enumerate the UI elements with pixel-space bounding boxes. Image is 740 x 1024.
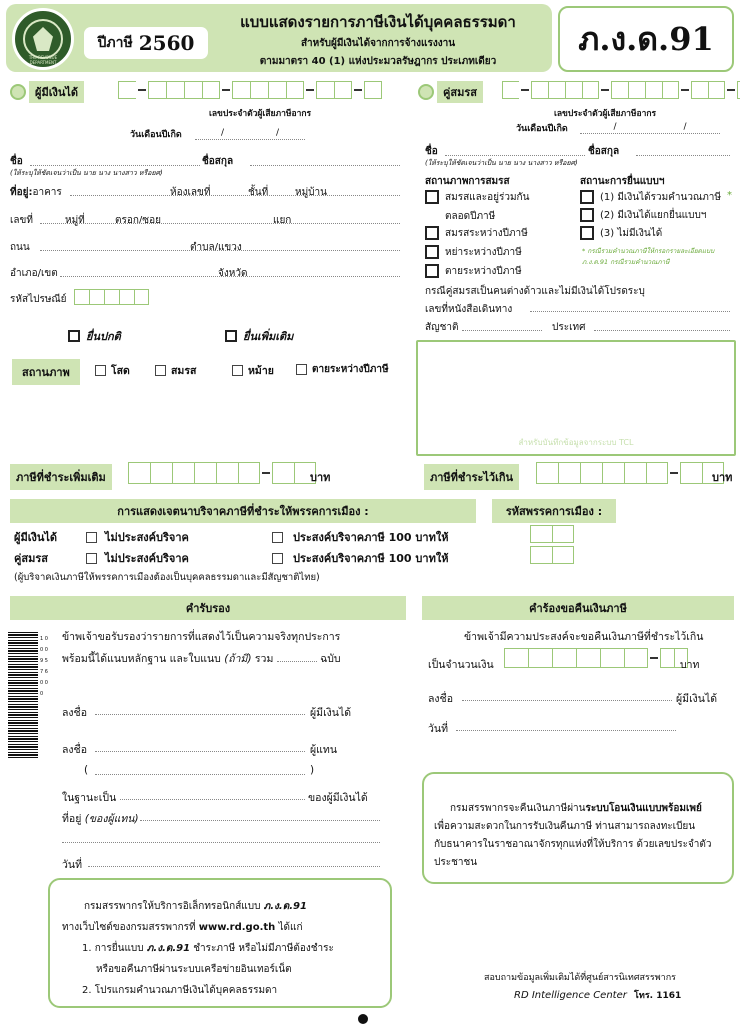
filing-option-3-label: (3) ไม่มีเงินได้ (600, 228, 663, 239)
refund-sign-label: ลงชื่อ (428, 693, 453, 705)
additional-tax-input[interactable] (128, 462, 316, 484)
status-widowed-label: หม้าย (248, 365, 274, 377)
promptpay-line3: กับธนาคารในราชอาณาจักรทุกแห่งที่ให้บริการ ด้วยเลขประจำตัว (434, 839, 712, 850)
party-spouse-no-label: ไม่ประสงค์บริจาค (105, 552, 189, 565)
registration-dot (358, 1014, 368, 1024)
cert-pages-input[interactable] (277, 661, 317, 662)
filing-option-2-checkbox[interactable] (580, 208, 594, 222)
refund-heading: คำร้องขอคืนเงินภาษี (422, 596, 734, 620)
nationality-label: สัญชาติ (425, 322, 459, 333)
floor-label: ชั้นที่ (248, 187, 269, 198)
taxpayer-dob-label: วันเดือนปีเกิด (130, 130, 182, 140)
taxpayer-surname-label: ชื่อสกุล (202, 156, 234, 167)
spouse-heading-label: คู่สมรส (437, 81, 483, 103)
normal-filing-label: ยื่นปกติ (86, 330, 121, 343)
normal-filing-option[interactable] (68, 327, 121, 345)
filing-option-1-checkbox[interactable] (580, 190, 594, 204)
promptpay-line1a: กรมสรรพากรจะคืนเงินภาษีผ่าน (450, 803, 586, 814)
additional-filing-checkbox[interactable] (225, 330, 237, 342)
eservice-info-box (48, 878, 392, 1008)
taxpayer-address-row2 (10, 213, 405, 228)
form-code: ภ.ง.ด.91 (558, 6, 734, 72)
eservice-item1b: ภ.ง.ด.91 (146, 943, 191, 954)
cert-agent-address-note: (ของผู้แทน) (84, 813, 139, 825)
taxpayer-name-label: ชื่อ (10, 156, 23, 167)
cert-text-1: ข้าพเจ้าขอรับรองว่ารายการที่แสดงไว้เป็นความจริงทุกประการ (62, 631, 341, 643)
marital-divorced-checkbox[interactable] (425, 245, 439, 259)
barcode (8, 632, 38, 758)
cert-as-label: ในฐานะเป็น (62, 792, 117, 804)
taxpayer-name-input[interactable] (30, 156, 200, 166)
passport-input[interactable] (530, 311, 730, 312)
status-label: สถานภาพ (12, 359, 80, 385)
moo-label: หมู่ที่ (65, 215, 85, 226)
country-label: ประเทศ (552, 322, 586, 333)
filing-heading: สถานะการยื่นแบบฯ (580, 176, 665, 187)
status-deceased-checkbox[interactable] (296, 364, 307, 375)
cert-agent-label: ผู้แทน (310, 744, 338, 756)
certification-heading: คำรับรอง (10, 596, 406, 620)
status-option-single[interactable] (95, 362, 130, 379)
postcode-input[interactable] (74, 289, 149, 305)
address-row1-input[interactable] (70, 195, 400, 196)
cert-close-paren: ) (310, 764, 315, 776)
refund-sign-input[interactable] (462, 700, 672, 701)
promptpay-line1b: ระบบโอนเงินแบบพร้อมเพย์ (585, 803, 702, 814)
refund-date-label: วันที่ (428, 723, 448, 735)
party-spouse-label: คู่สมรส (14, 552, 48, 565)
soi-label: ตรอก/ซอย (115, 215, 161, 226)
form-subtitle-1: สำหรับผู้มีเงินได้จากการจ้างแรงงาน (300, 38, 456, 49)
overpaid-tax-baht: บาท (712, 471, 733, 484)
cert-agent-address (62, 810, 139, 827)
marital-option-together[interactable] (425, 190, 529, 224)
party-code-taxpayer-input[interactable] (530, 525, 574, 543)
junction-label: แยก (273, 215, 292, 226)
status-option-widowed[interactable] (232, 362, 274, 379)
promptpay-info-box (422, 772, 734, 884)
additional-tax-baht: บาท (310, 471, 331, 484)
marital-together-label-2: ตลอดปีภาษี (445, 211, 496, 222)
status-option-married[interactable] (155, 362, 196, 379)
nationality-input[interactable] (462, 330, 542, 331)
overpaid-tax-label: ภาษีที่ชำระไว้เกิน (424, 464, 519, 490)
passport-label: เลขที่หนังสือเดินทาง (425, 304, 513, 315)
status-single-checkbox[interactable] (95, 365, 106, 376)
party-footnote: (ผู้บริจาคเงินภาษีให้พรรคการเมืองต้องเป็นบุคคลธรรมดาและมีสัญชาติไทย) (14, 572, 320, 583)
marital-together-label: สมรสและอยู่ร่วมกัน (445, 192, 530, 203)
cert-date-label: วันที่ (62, 859, 82, 871)
spouse-name-note: (ให้ระบุให้ชัดเจนว่าเป็น นาย นาง นางสาว หรือยศ) (425, 159, 578, 167)
eservice-url-link[interactable]: www.rd.go.th (198, 922, 276, 933)
footer-contact: สอบถามข้อมูลเพิ่มเติมได้ที่ศูนย์สารนิเทศสรรพากร (484, 973, 676, 983)
additional-filing-option[interactable] (225, 327, 293, 345)
tax-year-box (84, 27, 208, 59)
cert-date-input[interactable] (88, 866, 380, 867)
party-taxpayer-yes[interactable] (272, 528, 448, 546)
marital-deceased-checkbox[interactable] (425, 264, 439, 278)
party-taxpayer-label: ผู้มีเงินได้ (14, 531, 58, 544)
foreign-spouse-note: กรณีคู่สมรสเป็นคนต่างด้าวและไม่มีเงินได้โปรดระบุ (425, 286, 645, 297)
eservice-line1b: ภ.ง.ด.91 (263, 901, 307, 912)
spouse-name-input[interactable] (445, 146, 585, 156)
cert-sign-label: ลงชื่อ (62, 707, 87, 719)
promptpay-line4: ประชาชน (434, 857, 478, 868)
eservice-item1a: 1. การยื่นแบบ (82, 943, 144, 954)
address-label: ที่อยู่: (10, 187, 33, 198)
spouse-surname-input[interactable] (636, 146, 730, 156)
address-row3-input[interactable] (40, 250, 400, 251)
taxpayer-dob-input[interactable]: / / (195, 128, 305, 140)
spouse-id-label: เลขประจำตัวผู้เสียภาษีอากร (553, 109, 657, 119)
section-bullet-icon (10, 84, 26, 100)
party-taxpayer-yes-label: ประสงค์บริจาคภาษี 100 บาทให้ (293, 531, 449, 544)
status-married-label: สมรส (171, 365, 197, 377)
eservice-item2: 2. โปรแกรมคำนวณภาษีเงินได้บุคคลธรรมดา (82, 985, 278, 996)
taxpayer-address-row3 (10, 240, 405, 255)
status-married-checkbox[interactable] (155, 365, 166, 376)
taxpayer-address-row4 (10, 266, 405, 281)
taxpayer-surname-input[interactable] (250, 156, 400, 166)
room-label: ห้องเลขที่ (170, 187, 211, 198)
footer-center-name: RD Intelligence Center (514, 990, 627, 1001)
additional-filing-label: ยื่นเพิ่มเติม (243, 330, 294, 343)
footer-center (514, 988, 681, 1002)
refund-sign-taxpayer: ผู้มีเงินได้ (676, 693, 718, 705)
marital-divorced-label: หย่าระหว่างปีภาษี (445, 247, 522, 258)
spouse-dob-label: วันเดือนปีเกิด (516, 124, 568, 134)
form-title: แบบแสดงรายการภาษีเงินได้บุคคลธรรมดา (240, 13, 516, 31)
taxpayer-heading (10, 81, 84, 103)
filing-option-1-label: (1) มีเงินได้รวมคำนวณภาษี (600, 192, 722, 203)
refund-text: ข้าพเจ้ามีความประสงค์จะขอคืนเงินภาษีที่ชำระไว้เกิน (464, 631, 704, 643)
eservice-line2a: ทางเว็บไซต์ของกรมสรรพากรที่ (62, 922, 196, 933)
taxpayer-heading-label: ผู้มีเงินได้ (29, 81, 84, 103)
refund-amount-label: เป็นจำนวนเงิน (428, 659, 494, 671)
party-taxpayer-no-checkbox[interactable] (86, 532, 97, 543)
cert-sign-taxpayer: ผู้มีเงินได้ (310, 707, 352, 719)
village-label: หมู่บ้าน (295, 187, 327, 198)
cert-sign-input[interactable] (95, 714, 305, 715)
taxpayer-name-note: (ให้ระบุให้ชัดเจนว่าเป็น นาย นาง นางสาว หรือยศ) (10, 169, 163, 177)
rd-logo (12, 8, 74, 70)
taxpayer-id-input[interactable] (118, 81, 382, 99)
tax-year-label: ปีภาษี (97, 35, 133, 51)
cert-agent-sign-input[interactable] (95, 751, 305, 752)
filing-option-2[interactable] (580, 208, 706, 223)
house-no-label: เลขที่ (10, 215, 33, 226)
form-subtitle-2: ตามมาตรา 40 (1) แห่งประมวลรัษฎากร ประเภทเดียว (259, 56, 497, 67)
eservice-line2c: ได้แก่ (278, 922, 303, 933)
cert-of-taxpayer: ของผู้มีเงินได้ (308, 792, 368, 804)
building-label: อาคาร (32, 187, 62, 198)
marital-married-during-label: สมรสระหว่างปีภาษี (445, 228, 528, 239)
filing-option-3[interactable] (580, 226, 662, 241)
spouse-surname-label: ชื่อสกุล (588, 146, 620, 157)
status-option-deceased[interactable] (296, 362, 389, 377)
status-single-label: โสด (111, 365, 130, 377)
filing-note: * กรณีรวมคำนวณภาษีให้กรอกรายละเอียดแบบ ภ.ง.ด.91 กรณีรวมคำนวณภาษี (582, 247, 715, 266)
eservice-item1c: ชำระภาษี หรือไม่มีภาษีต้องชำระ (193, 943, 334, 954)
eservice-item1d: หรือขอคืนภาษีผ่านระบบเครือข่ายอินเทอร์เน็ต (96, 964, 292, 975)
cert-attach-label: พร้อมนี้ได้แนบหลักฐาน และใบแนบ (62, 653, 221, 665)
cert-total: รวม (254, 653, 274, 665)
taxpayer-id-label: เลขประจำตัวผู้เสียภาษีอากร (208, 109, 312, 119)
cert-agent-address-label: ที่อยู่ (62, 813, 82, 825)
party-spouse-yes[interactable] (272, 549, 448, 567)
refund-baht: บาท (680, 659, 700, 671)
country-input[interactable] (594, 330, 730, 331)
taxpayer-address-row1 (10, 185, 405, 200)
marital-deceased-label: ตายระหว่างปีภาษี (445, 266, 522, 277)
cert-agent-name-input[interactable] (95, 774, 305, 775)
spouse-heading (418, 81, 483, 103)
party-heading: การแสดงเจตนาบริจาคภาษีที่ชำระให้พรรคการเมือง : (10, 499, 476, 523)
promptpay-line2: เพื่อความสะดวกในการรับเงินคืนภาษี ท่านสามารถลงทะเบียน (434, 821, 696, 832)
cert-open-paren: ( (84, 764, 89, 776)
spouse-id-input[interactable] (502, 81, 740, 99)
filing-option-3-checkbox[interactable] (580, 226, 594, 240)
section-bullet-icon (418, 84, 434, 100)
party-code-spouse-input[interactable] (530, 546, 574, 564)
filing-option-1[interactable] (580, 190, 732, 205)
road-label: ถนน (10, 242, 30, 253)
district-label: อำเภอ/เขต (10, 268, 58, 279)
tax-year: 2560 (138, 31, 195, 55)
cert-pages: ฉบับ (320, 653, 341, 665)
cert-agent-address-input-2[interactable] (62, 842, 380, 843)
officer-record-label: สำหรับบันทึกข้อมูลจากระบบ TCL (518, 438, 634, 447)
overpaid-tax-input[interactable] (536, 462, 724, 484)
footer-phone: โทร. 1161 (634, 991, 682, 1001)
refund-date-input[interactable] (456, 730, 676, 731)
postcode-label: รหัสไปรษณีย์ (10, 294, 67, 305)
barcode-digits: 1 0 0 0 9 5 7 6 0 0 0 (40, 636, 48, 697)
party-taxpayer-no-label: ไม่ประสงค์บริจาค (105, 531, 189, 544)
subdistrict-label: ตำบล/แขวง (190, 242, 242, 253)
marital-option-married-during[interactable] (425, 226, 528, 241)
logo-text: THE REVENUE DEPARTMENT (28, 55, 58, 65)
marital-married-during-checkbox[interactable] (425, 226, 439, 240)
cert-agent-address-input-1[interactable] (140, 820, 380, 821)
spouse-name-label: ชื่อ (425, 146, 438, 157)
normal-filing-checkbox[interactable] (68, 330, 80, 342)
marital-option-deceased[interactable] (425, 264, 522, 279)
address-row4-input[interactable] (60, 276, 400, 277)
status-deceased-label: ตายระหว่างปีภาษี (312, 364, 389, 375)
spouse-dob-input[interactable]: / / (580, 122, 720, 134)
cert-if-any: (ถ้ามี) (224, 653, 252, 665)
status-widowed-checkbox[interactable] (232, 365, 243, 376)
filing-option-2-label: (2) มีเงินได้แยกยื่นแบบฯ (600, 210, 707, 221)
province-label: จังหวัด (218, 268, 248, 279)
party-code-heading: รหัสพรรคการเมือง : (492, 499, 616, 523)
filing-option-1-asterisk: * (727, 190, 733, 201)
party-taxpayer-yes-checkbox[interactable] (272, 532, 283, 543)
address-row2-input[interactable] (40, 223, 400, 224)
additional-tax-label: ภาษีที่ชำระเพิ่มเติม (10, 464, 112, 490)
cert-as-input[interactable] (120, 799, 305, 800)
marital-heading: สถานภาพการสมรส (425, 176, 510, 187)
marital-together-checkbox[interactable] (425, 190, 439, 204)
party-spouse-no-checkbox[interactable] (86, 553, 97, 564)
party-spouse-yes-checkbox[interactable] (272, 553, 283, 564)
cert-text-2 (62, 650, 341, 667)
party-spouse-no[interactable] (86, 549, 189, 567)
party-taxpayer-no[interactable] (86, 528, 189, 546)
eservice-line1a: กรมสรรพากรให้บริการอิเล็กทรอนิกส์แบบ (84, 901, 261, 912)
refund-amount-input[interactable] (504, 648, 688, 668)
marital-option-divorced[interactable] (425, 245, 522, 260)
cert-agent-sign-label: ลงชื่อ (62, 744, 87, 756)
party-spouse-yes-label: ประสงค์บริจาคภาษี 100 บาทให้ (293, 552, 449, 565)
